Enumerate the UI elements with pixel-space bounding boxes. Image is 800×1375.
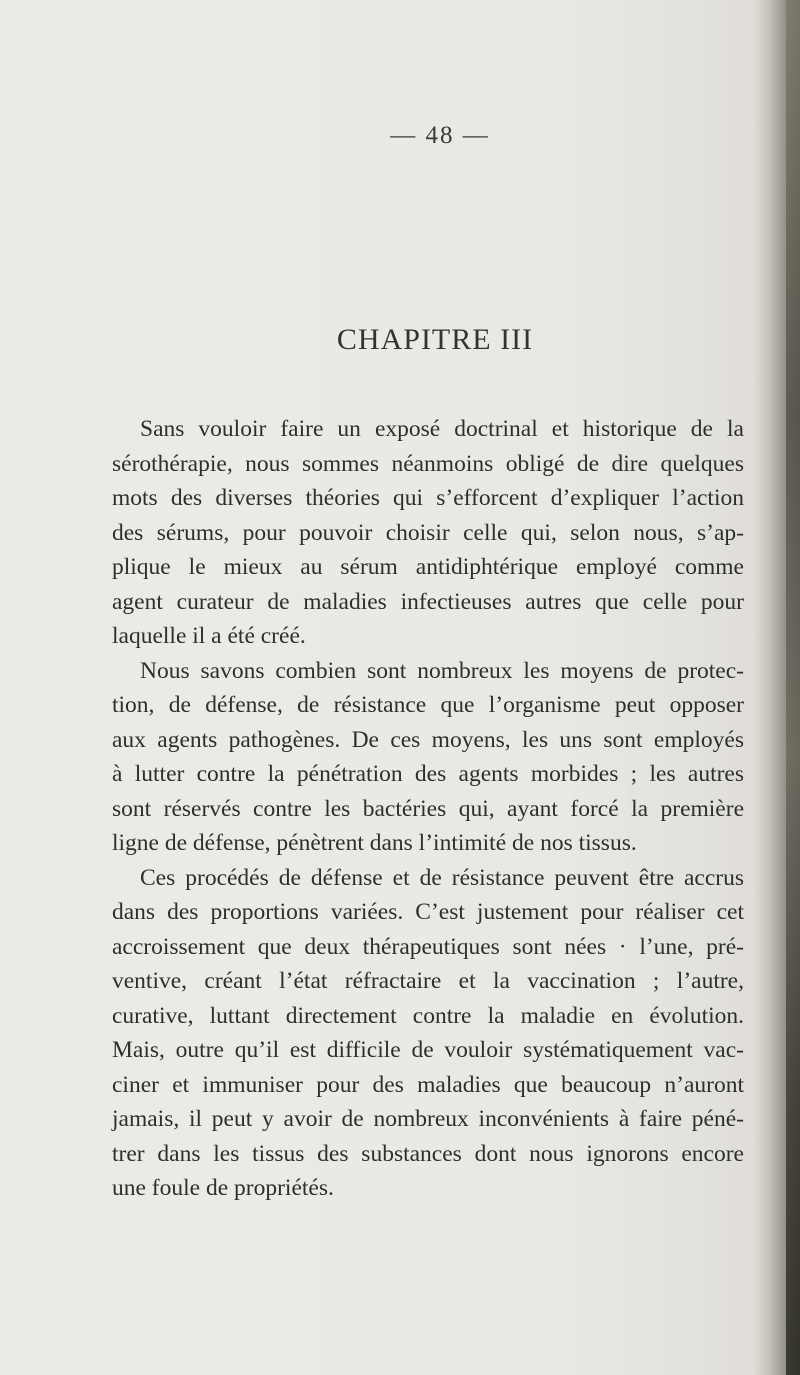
text-line: mots des diverses théories qui s’efforcent d’expliquer l’action	[112, 485, 744, 511]
text-line: Mais, outre qu’il est difficile de vouloir systématiquement vac-	[112, 1037, 744, 1063]
text-line: curative, luttant directement contre la maladie en évolution.	[112, 1002, 744, 1029]
text-line: trer dans les tissus des substances dont nous ignorons encore	[112, 1140, 744, 1167]
body-text	[112, 412, 744, 1206]
text-line: jamais, il peut y avoir de nombreux inconvénients à faire péné-	[112, 1106, 744, 1132]
text-line: ventive, créant l’état réfractaire et la vaccination ; l’autre,	[112, 968, 744, 994]
text-line: sérothérapie, nous sommes néanmoins obligé de dire quelques	[112, 450, 744, 477]
text-line: ciner et immuniser pour des maladies que beaucoup n’auront	[112, 1071, 744, 1098]
text-line: dans des proportions variées. C’est justement pour réaliser cet	[112, 899, 744, 925]
text-line: Sans vouloir faire un exposé doctrinal et historique de la	[140, 416, 744, 442]
text-line: agent curateur de maladies infectieuses autres que celle pour	[112, 588, 744, 615]
chapter-title: CHAPITRE III	[336, 323, 534, 356]
text-line: laquelle il a été créé.	[112, 623, 306, 649]
page-edge-binding	[786, 0, 800, 1375]
text-line: accroissement que deux thérapeutiques sont nées · l’une, pré-	[112, 933, 744, 960]
text-line: Nous savons combien sont nombreux les moyens de protec-	[140, 657, 744, 684]
text-line: Ces procédés de défense et de résistance peuvent être accrus	[140, 864, 744, 891]
text-line: ligne de défense, pénètrent dans l’intimité de nos tissus.	[112, 830, 637, 856]
text-line: plique le mieux au sérum antidiphtérique employé comme	[112, 554, 744, 580]
text-line: aux agents pathogènes. De ces moyens, les uns sont employés	[112, 726, 744, 753]
text-line: une foule de propriétés.	[112, 1175, 334, 1201]
text-line: tion, de défense, de résistance que l’organisme peut opposer	[112, 692, 744, 718]
page-number: — 48 —	[390, 122, 490, 149]
text-line: sont réservés contre les bactéries qui, ayant forcé la première	[112, 795, 744, 822]
text-line: des sérums, pour pouvoir choisir celle qui, selon nous, s’ap-	[112, 519, 744, 546]
text-line: à lutter contre la pénétration des agents morbides ; les autres	[112, 761, 744, 787]
